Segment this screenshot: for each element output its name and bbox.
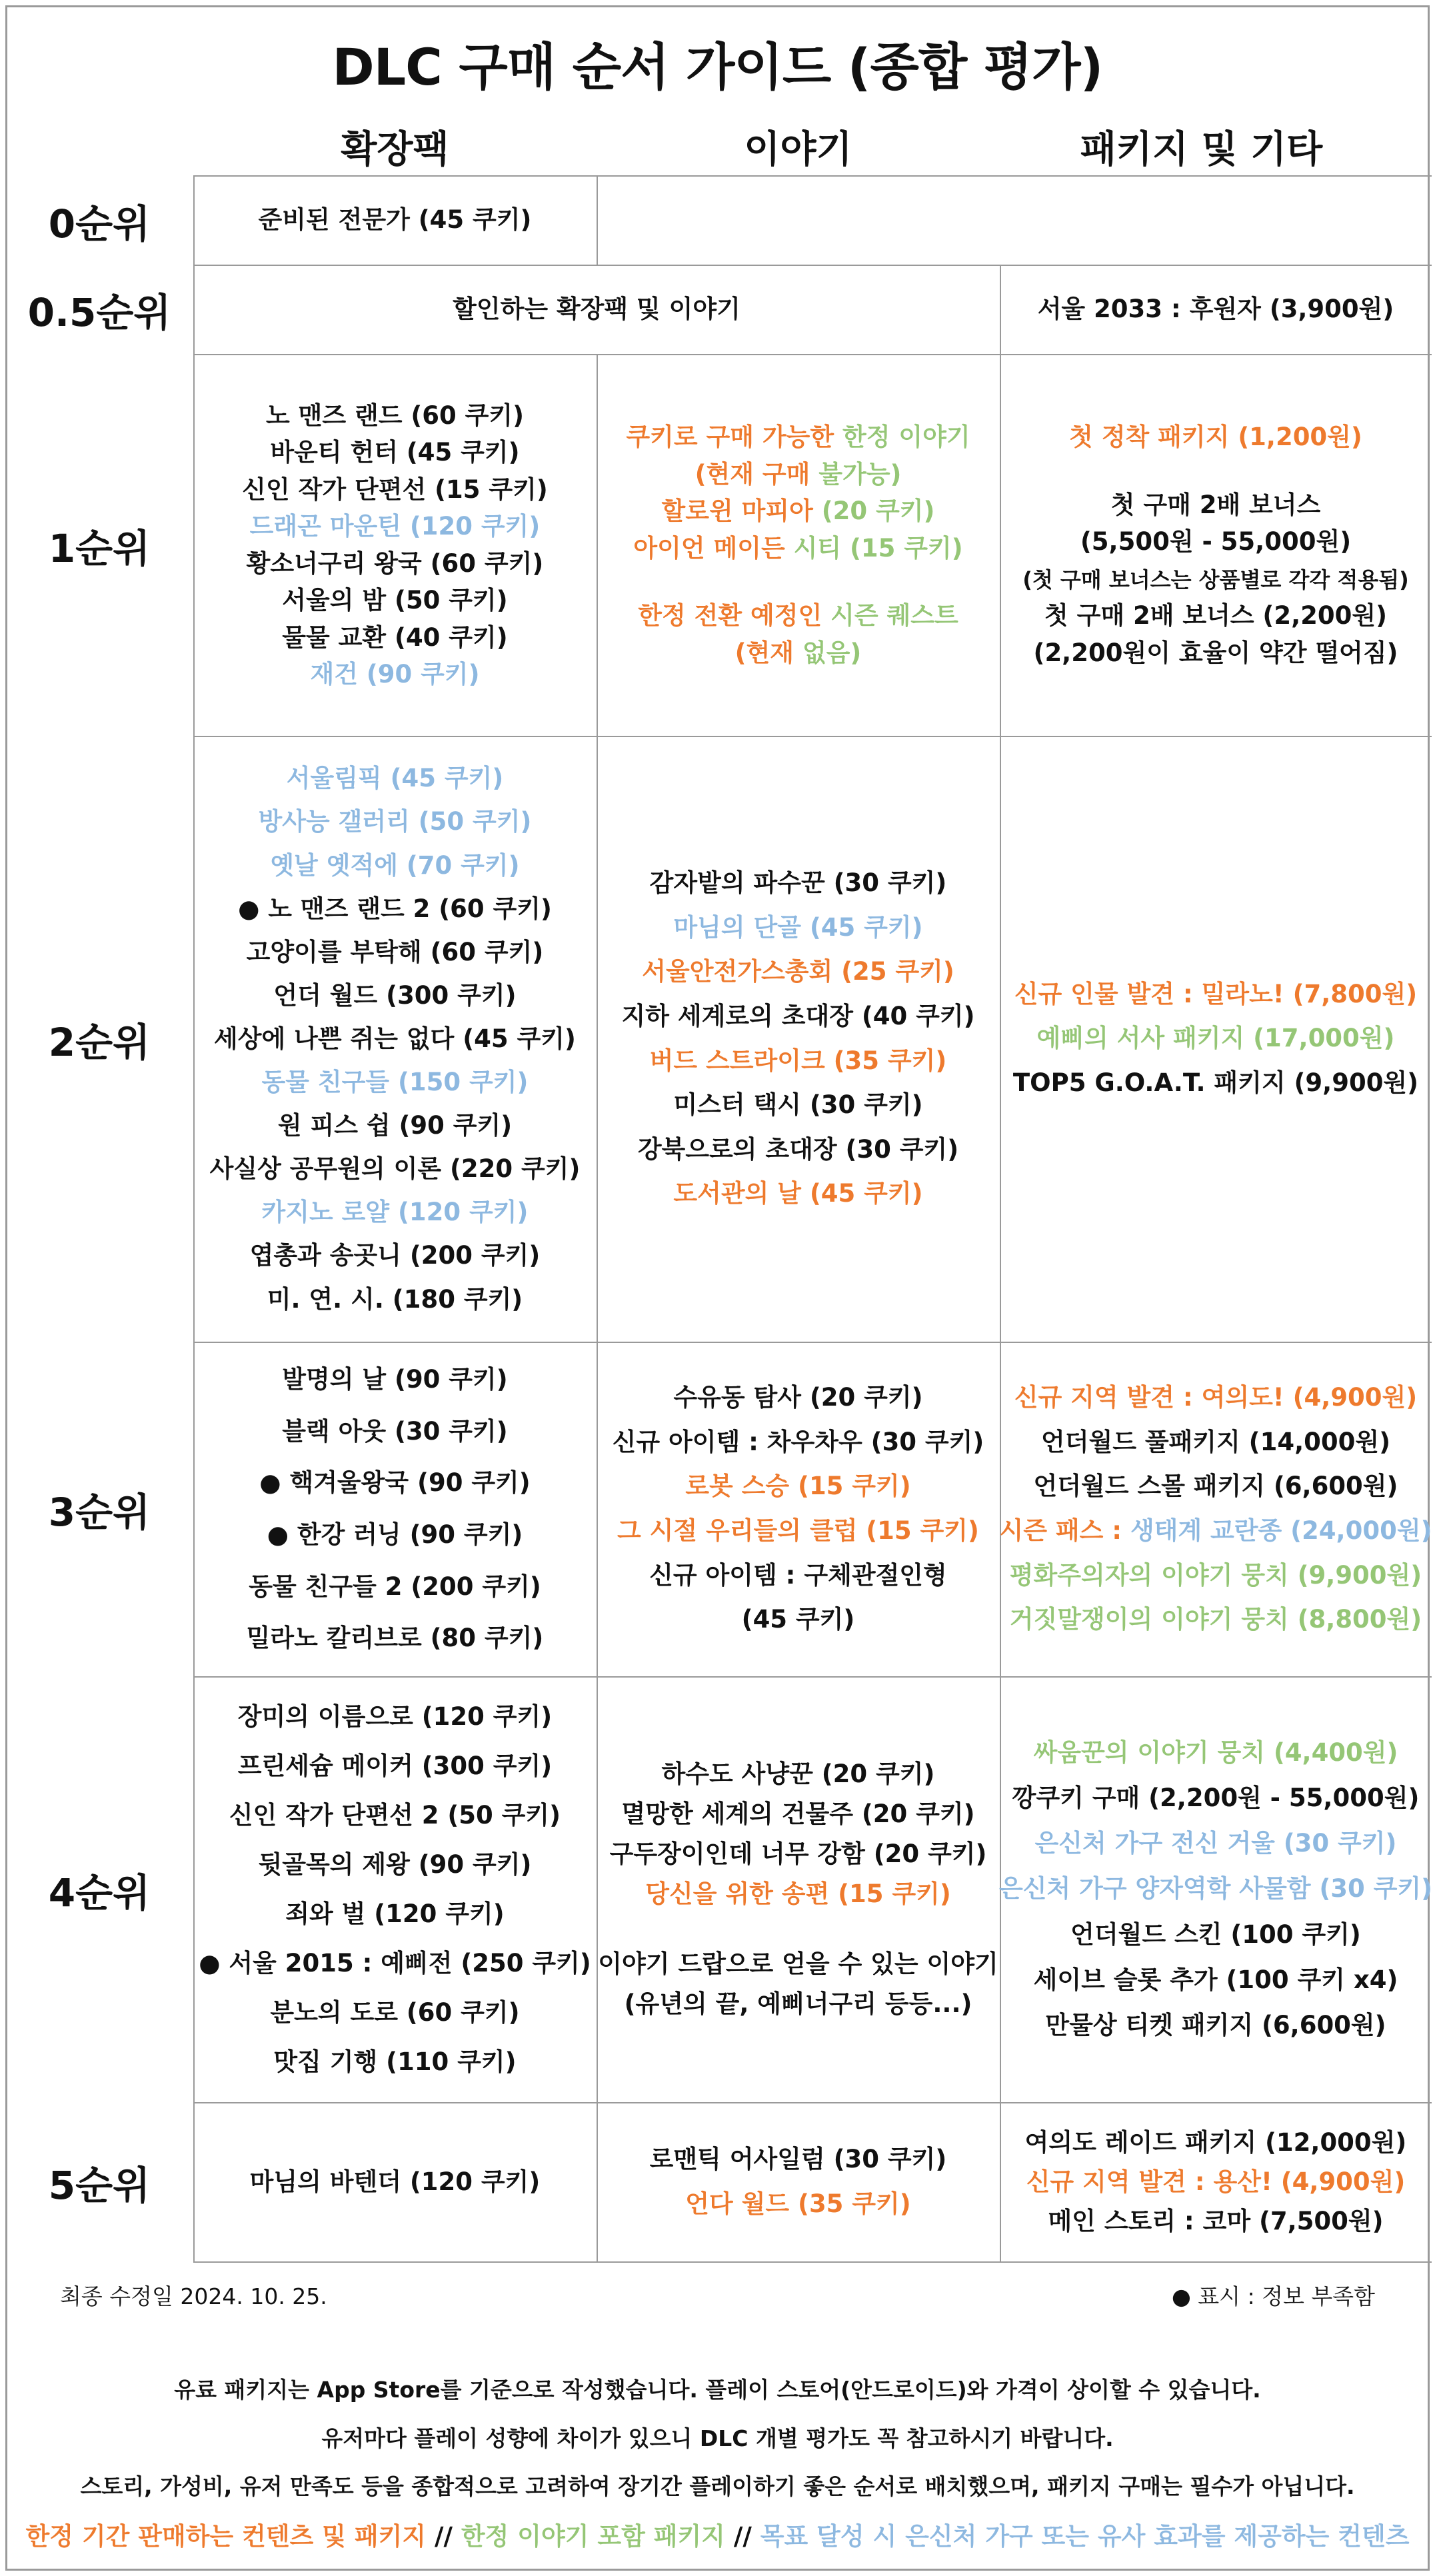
cell-rank2-expansion [193,736,597,1342]
entry-line [278,1104,512,1147]
entry-text: 세이브 슬롯 추가 (100 쿠키 x4) [1033,1965,1398,1994]
entry-text: 재건 (90 쿠키) [310,660,480,688]
entry-line [453,291,740,328]
entry-line [247,545,544,583]
entry-line [642,950,954,994]
entry-line [662,1754,935,1794]
cell-rank3-package [1000,1342,1432,1676]
entry-text: 버드 스트라이크 (35 쿠키) [649,1046,947,1075]
entry-text: 서울안전가스총회 (25 쿠키) [642,957,954,986]
entry-text: 시즌 패스 : [999,1516,1130,1545]
entry-text: 거짓말쟁이의 이야기 뭉치 (8,800원) [1009,1605,1422,1634]
entry-line [650,861,947,906]
entry-line [199,1939,591,1988]
cell-rank4-package [1000,1676,1432,2102]
entry-line [262,1060,529,1104]
entry-text: 준비된 전문가 (45 쿠키) [258,205,532,235]
entry-line [626,419,970,456]
entry-text: 언더월드 풀패키지 (14,000원) [1040,1427,1391,1456]
entry-text: 마님의 단골 (45 쿠키) [673,912,923,942]
footer-note-3: 스토리, 가성비, 유저 만족도 등을 종합적으로 고려하여 장기간 플레이하기 좋은 순서로 배치했으며, 패키지 구매는 필수가 아닙니다. [80,2473,1355,2499]
legend-hideout-furniture: 목표 달성 시 은신처 가구 또는 유사 효과를 제공하는 컨텐츠 [760,2522,1410,2551]
entry-text: 방사능 갤러리 (50 쿠키) [258,807,532,836]
entry-text: 생태계 교란종 (24,000원) [1130,1516,1432,1545]
entry-line [1111,487,1321,524]
entry-text: (현재 [734,638,802,667]
column-divider [597,175,598,265]
entry-line [282,1354,507,1406]
entry-text: 동물 친구들 2 (200 쿠키) [249,1572,541,1601]
entry-text: 첫 구매 2배 보너스 [1110,490,1321,519]
entry-text: 로맨틱 어사일럼 (30 쿠키) [649,2144,947,2173]
entry-text: 할인하는 확장팩 및 이야기 [453,295,740,324]
entry-line [282,619,507,656]
entry-line [613,1420,984,1465]
entry-text: TOP5 G.O.A.T. 패키지 (9,900원) [1012,1068,1419,1097]
cell-rank05-expansion-story [193,265,1000,354]
entry-line [1048,2201,1383,2241]
cell-rank4-story [597,1676,1000,2102]
entry-text: 원 피스 쉽 (90 쿠키) [277,1111,513,1140]
footer-note-1: 유료 패키지는 App Store를 기준으로 작성했습니다. 플레이 스토어(안드로이드)와 가격이 상이할 수 있습니다. [174,2377,1261,2403]
entry-text: 시즌 퀘스트 [830,601,958,630]
cell-rank3-story [597,1342,1000,1676]
entry-text: 서울의 밤 (50 쿠키) [282,586,508,615]
rank-label-3: 3순위 [48,1490,151,1535]
entry-text: (5,500원 - 55,000원) [1080,527,1352,556]
entry-line [259,1457,530,1509]
entry-line [310,656,479,693]
entry-line [273,2037,516,2087]
cell-rank1-expansion [193,354,597,736]
entry-text: 옛날 옛적에 (70 쿠키) [270,850,520,880]
rank-label-4: 4순위 [48,1870,151,1916]
footer-note-2: 유저마다 플레이 성향에 차이가 있으니 DLC 개별 평가도 꼭 참고하시기 바랍니다. [321,2425,1114,2451]
entry-text: 세상에 나쁜 쥐는 없다 (45 쿠키) [214,1024,576,1053]
entry-text: 고양이를 부탁해 (60 쿠키) [246,937,544,966]
entry-text: 언더월드 스킨 (100 쿠키) [1070,1920,1361,1949]
entry-text: 첫 정착 패키지 (1,200원) [1069,423,1362,451]
entry-text: 도서관의 날 (45 쿠키) [673,1179,923,1208]
entry-text: 신인 작가 단편선 (15 쿠키) [242,475,548,504]
entry-line [645,1874,951,1914]
entry-line [622,1794,975,1834]
entry-text: (유년의 끝, 예삐너구리 등등...) [624,1989,972,2019]
entry-line [1041,1420,1390,1465]
entry-line [735,635,862,672]
entry-text: 동물 친구들 (150 쿠키) [261,1068,529,1097]
entry-line [1070,1912,1361,1957]
entry-line [610,1834,987,1874]
entry-text: 구두장이인데 너무 강함 (20 쿠키) [609,1839,987,1868]
entry-line [1010,1598,1422,1642]
entry-line [238,1692,552,1742]
legend-limited-story: 한정 이야기 포함 패키지 [461,2522,725,2551]
last-modified-date: 최종 수정일 2024. 10. 25. [60,2283,327,2309]
entry-text: 물물 교환 (40 쿠키) [282,623,508,652]
rank-label-2: 2순위 [48,1019,151,1065]
entry-line [685,2182,910,2227]
rank-label-0-5: 0.5순위 [27,290,171,335]
entry-text: (현재 구매 [695,459,819,489]
entry-line [249,1561,541,1613]
entry-text: 수유동 탐사 (20 쿠키) [673,1383,923,1412]
entry-line [214,1017,576,1060]
entry-line [282,582,507,619]
entry-line [1069,419,1362,456]
entry-line [267,1278,523,1321]
entry-line [267,1509,523,1561]
entry-line [617,1509,979,1554]
entry-text: 한정 이야기 [842,423,970,451]
rank-label-5: 5순위 [48,2163,151,2208]
entry-text: 황소너구리 왕국 (60 쿠키) [246,549,544,578]
entry-line [238,887,552,930]
entry-line [210,1147,581,1190]
entry-line [598,1944,998,1984]
entry-line [1012,1776,1420,1821]
entry-text: 로봇 스승 (15 쿠키) [685,1472,911,1501]
entry-text: 여의도 레이드 패키지 (12,000원) [1024,2127,1407,2157]
entry-line [287,756,504,800]
entry-line [1025,2123,1407,2162]
entry-text: 첫 구매 2배 보너스 (2,200원) [1044,601,1388,630]
entry-text: (2,200원이 효율이 약간 떨어짐) [1033,638,1398,667]
entry-line [1000,1509,1432,1554]
entry-line [1022,561,1409,598]
entry-line [259,800,532,843]
cell-rank05-package [1000,265,1432,354]
entry-line [262,1190,529,1234]
entry-text: 신규 아이템 : 차우차우 (30 쿠키) [612,1427,984,1456]
entry-line [282,1406,507,1458]
entry-text: 엽총과 송곳니 (200 쿠키) [249,1241,541,1270]
entry-text: (첫 구매 보너스는 상품별로 각각 적용됨) [1022,567,1409,593]
entry-text: 마님의 바텐더 (120 쿠키) [249,2167,541,2196]
entry-line [273,974,516,1017]
cell-rank0-expansion [193,175,597,265]
entry-line [625,1984,972,2024]
cell-rank2-package [1000,736,1432,1342]
entry-text: 메인 스토리 : 코마 (7,500원) [1048,2207,1384,2236]
cell-rank5-package [1000,2102,1432,2261]
entry-line [270,434,519,471]
entry-text: 은신처 가구 전신 거울 (30 쿠키) [1034,1829,1397,1858]
entry-line [1026,2162,1406,2201]
cell-rank3-expansion [193,1342,597,1676]
entry-line [638,1128,958,1172]
entry-text: 지하 세계로의 초대장 (40 쿠키) [621,1001,975,1030]
entry-text: 서울 2033 : 후원자 (3,900원) [1037,295,1394,324]
entry-text: 당신을 위한 송편 (15 쿠키) [645,1879,951,1908]
rank-label-1: 1순위 [48,525,151,571]
entry-text: 신인 작가 단편선 2 (50 쿠키) [229,1800,561,1830]
entry-text: 깡쿠키 구매 (2,200원 - 55,000원) [1012,1784,1420,1813]
entry-text: 뒷골목의 제왕 (90 쿠키) [258,1850,532,1879]
entry-line [266,397,524,435]
entry-line [250,2163,541,2201]
entry-text: 싸움꾼의 이야기 뭉치 (4,400원) [1033,1738,1398,1768]
entry-text: 분노의 도로 (60 쿠키) [270,1997,520,2027]
entry-line [650,1039,947,1084]
info-lacking-legend: ● 표시 : 정보 부족함 [1171,2283,1375,2309]
entry-text: 언더월드 스몰 패키지 (6,600원) [1033,1472,1398,1501]
entry-text: 미. 연. 시. (180 쿠키) [267,1284,523,1314]
row-divider [193,2261,1432,2263]
entry-line [270,1988,519,2037]
entry-line [695,456,902,493]
entry-line [285,1890,504,1939]
entry-text: 이야기 드랍으로 얻을 수 있는 이야기 [598,1949,998,1979]
entry-line [250,1234,541,1277]
entry-text: 신규 지역 발견 : 용산! (4,900원) [1026,2167,1406,2196]
entry-line [250,508,541,545]
entry-line [259,1840,532,1890]
entry-text: 드래곤 마운틴 (120 쿠키) [249,512,541,541]
entry-line [1034,1464,1398,1509]
entry-text: 밀라노 칼리브로 (80 쿠키) [246,1624,544,1653]
entry-line [742,1598,855,1642]
entry-line [999,1866,1432,1912]
entry-line [1035,1821,1397,1866]
entry-text: 언더 월드 (300 쿠키) [273,980,517,1010]
entry-text: 바운티 헌터 (45 쿠키) [270,438,520,467]
entry-text: 평화주의자의 이야기 뭉치 (9,900원) [1009,1560,1422,1590]
entry-line [247,1612,544,1664]
entry-line [638,597,958,635]
entry-text: 신규 지역 발견 : 여의도! (4,900원) [1014,1383,1418,1412]
entry-text: 강북으로의 초대장 (30 쿠키) [637,1134,959,1164]
entry-text: 사실상 공무원의 이론 (220 쿠키) [209,1154,581,1184]
entry-line [238,1742,552,1791]
entry-text: 장미의 이름으로 (120 쿠키) [237,1702,553,1731]
entry-text: (45 쿠키) [741,1605,855,1634]
entry-text: 노 맨즈 랜드 (60 쿠키) [265,401,525,430]
entry-text: 카지노 로얄 (120 쿠키) [261,1198,529,1227]
entry-text: 블랙 아웃 (30 쿠키) [282,1416,508,1446]
cell-rank4-expansion [193,1676,597,2102]
entry-text: 멸망한 세계의 건물주 (20 쿠키) [621,1799,975,1828]
rank-label-0: 0순위 [48,201,151,247]
entry-text: 신규 인물 발견 : 밀라노! (7,800원) [1014,979,1418,1008]
entry-text: ● 핵겨울왕국 (90 쿠키) [259,1468,531,1498]
entry-text: 발명의 날 (90 쿠키) [282,1364,508,1394]
entry-text: 죄와 벌 (120 쿠키) [285,1899,505,1928]
entry-line [673,1083,922,1128]
entry-line [633,530,962,567]
entry-line [649,1554,947,1598]
entry-text: 신규 아이템 : 구체관절인형 [649,1560,947,1590]
column-header-expansion: 확장팩 [341,128,449,171]
entry-text: 쿠키로 구매 가능한 [626,423,842,451]
entry-line [1038,291,1394,328]
entry-text: 그 시절 우리들의 클럽 (15 쿠키) [617,1516,979,1545]
entry-text: 아이언 메이든 [633,533,794,563]
entry-line [1013,1061,1418,1106]
rank-table [193,175,1432,2263]
entry-line [1034,1730,1398,1776]
entry-line [673,1376,922,1420]
entry-line [662,493,935,530]
entry-text: 예삐의 서사 패키지 (17,000원) [1036,1024,1395,1053]
entry-text: ● 노 맨즈 랜드 2 (60 쿠키) [238,894,552,923]
entry-line [270,844,519,887]
entry-text: 프린세슘 메이커 (300 쿠키) [237,1751,553,1780]
legend-separator: // [724,2522,760,2551]
entry-text: 미스터 택시 (30 쿠키) [673,1090,923,1120]
color-legend [0,2516,1435,2552]
column-header-package: 패키지 및 기타 [1080,128,1323,171]
entry-text: 할로윈 마피아 [661,497,822,525]
cell-rank2-story [597,736,1000,1342]
entry-text: 맛집 기행 (110 쿠키) [273,2047,517,2076]
entry-line [673,1172,922,1216]
cell-rank5-story [597,2102,1000,2261]
entry-line [1044,597,1387,635]
entry-text: 시티 (15 쿠키) [793,533,963,563]
entry-line [259,201,532,239]
entry-text: ● 서울 2015 : 예삐전 (250 쿠키) [199,1948,591,1977]
cell-rank1-story [597,354,1000,736]
entry-line [1014,972,1417,1017]
entry-text: 서울림픽 (45 쿠키) [286,764,504,793]
entry-text: 없음) [802,638,862,667]
entry-line [229,1791,561,1840]
entry-text: ● 한강 러닝 (90 쿠키) [267,1520,523,1549]
entry-text: 하수도 사냥꾼 (20 쿠키) [661,1759,935,1788]
entry-line [1034,635,1398,672]
column-header-story: 이야기 [744,128,852,171]
legend-separator: // [426,2522,461,2551]
entry-text: 불가능) [818,459,902,489]
entry-text: 언다 월드 (35 쿠키) [685,2189,911,2218]
entry-line [1080,523,1351,561]
entry-text: 한정 전환 예정인 [638,601,831,630]
entry-line [1010,1554,1422,1598]
legend-limited-time: 한정 기간 판매하는 컨텐츠 및 패키지 [25,2522,427,2551]
entry-line [1034,1957,1398,2003]
entry-line [247,930,544,974]
entry-text: 감자밭의 파수꾼 (30 쿠키) [649,868,947,898]
entry-line [685,1464,910,1509]
entry-line [1037,1016,1395,1061]
entry-text: (20 쿠키) [821,497,935,525]
entry-line [650,2137,947,2182]
entry-line [1045,2003,1386,2048]
entry-line [242,471,548,509]
cell-rank5-expansion [193,2102,597,2261]
entry-line [622,994,975,1039]
page-title: DLC 구매 순서 가이드 (종합 평가) [332,37,1103,97]
entry-line [673,906,922,950]
entry-text: 만물상 티켓 패키지 (6,600원) [1045,2010,1386,2039]
cell-rank1-package [1000,354,1432,736]
entry-line [1014,1376,1417,1420]
entry-text: 은신처 가구 양자역학 사물함 (30 쿠키) [998,1874,1433,1904]
